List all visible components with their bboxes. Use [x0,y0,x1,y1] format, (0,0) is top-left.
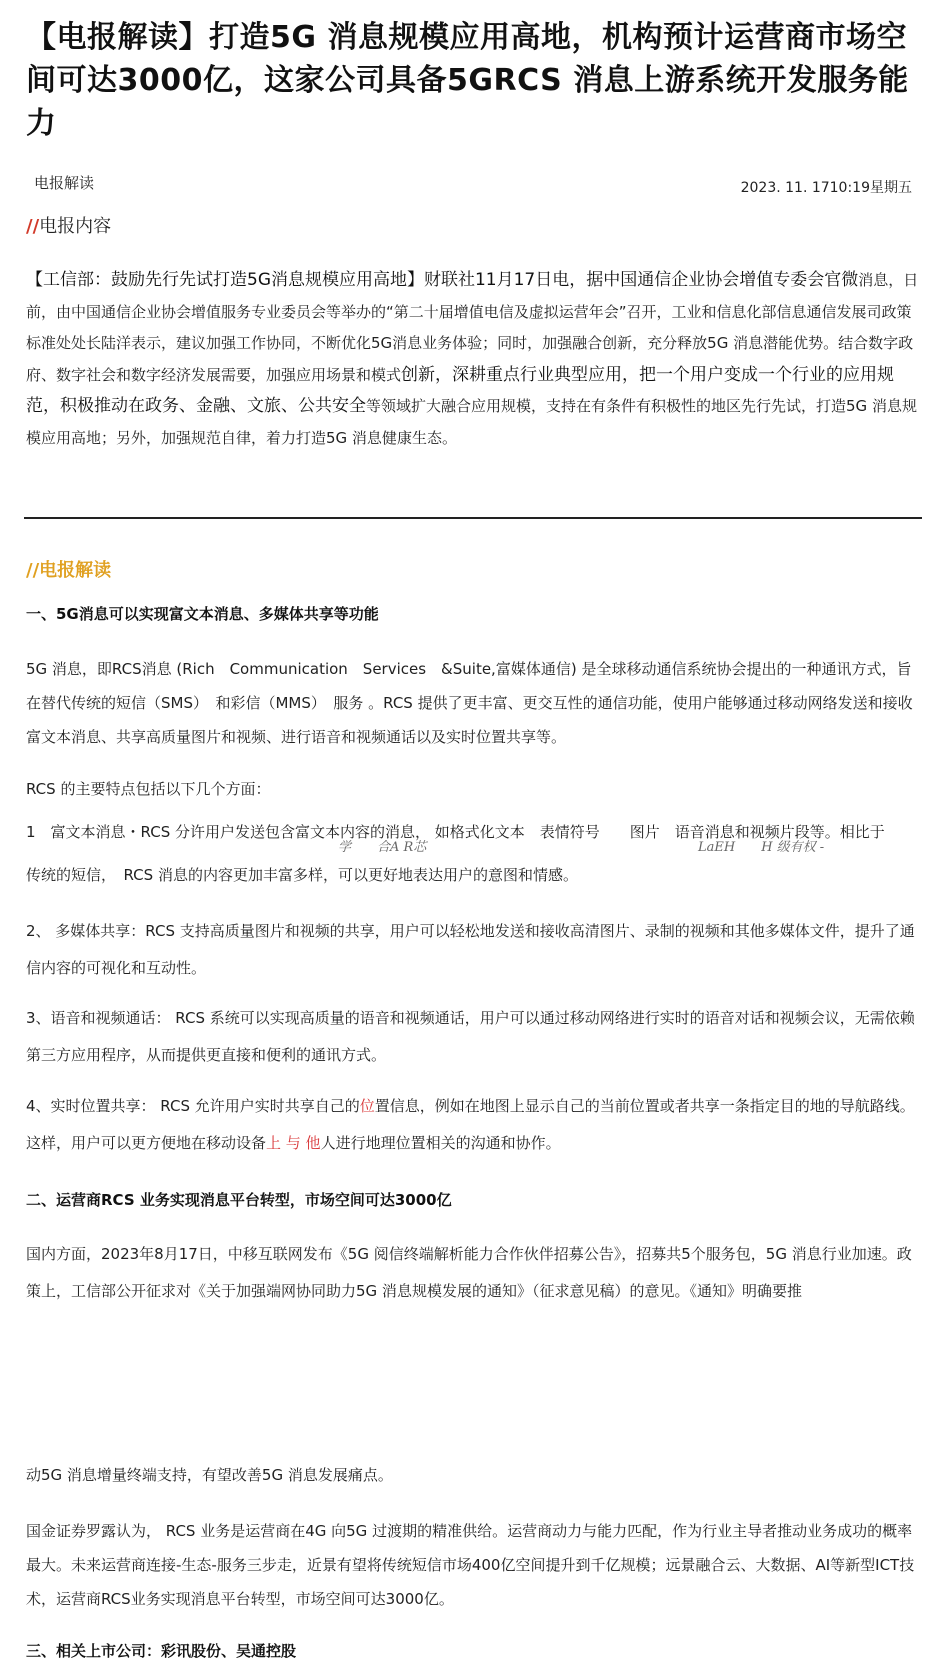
slash-mark: // [26,560,40,581]
item4-red-mark-1: 位 [359,1097,375,1115]
feature-item-2: 2、 多媒体共享：RCS 支持高质量图片和视频的共享，用户可以轻松地发送和接收高清图片、录制的视频和其他多媒体文件，提升了通信内容的可视化和互动性。 [26,922,915,977]
part2-paragraph-1-continued: 动5G 消息增量终端支持，有望改善5G 消息发展痛点。 [26,1466,393,1484]
item4-text-b: 置信息，例如在地图上显示自己的当前位置或者共享一条指定目的地的导航路线。这样，用户可以更方便地在移动设备 [26,1097,915,1152]
feature-item-1-line-1: 1 富文本消息・RCS 分许用户发送包含富文本内容的消息， 如格式化文本 表情符号 图片 语音消息和视频片段等。相比于 [26,823,885,841]
item4-red-mark-2: 上 与 他 [266,1134,321,1152]
news-body [26,265,920,454]
part1-intro: 5G 消息，即RCS消息 (Rich Communication Services &Suite,富媒体通信) 是全球移动通信系统协会提出的一种通讯方式，旨在替代传统的短信（SMS） 和彩信（MMS） 服务 。RCS 提供了更丰富、更交互性的通信功能，使用户能够通过移动网络发送和接收富文本消息、共享高质量图片和视频、进行语音和视频通话以及实时位置共享等。 [26,660,913,746]
feature-item-1-line-2: 传统的短信， RCS 消息的内容更加丰富多样，可以更好地表达用户的意图和情感。 [26,866,578,884]
analysis-section-heading [26,556,111,582]
article-title: 【电报解读】打造5G 消息规模应用高地，机构预计运营商市场空间可达3000亿，这家公司具备5GRCS 消息上游系统开发服务能力 [26,20,909,141]
news-section-heading [26,212,111,238]
section-divider [24,517,922,519]
faint-overlay-text-b: LaEH H 级有权 - [698,840,825,855]
article-datetime: 2023. 11. 1710:19星期五 [740,180,912,196]
part1-heading: 一、5G消息可以实现富文本消息、多媒体共享等功能 [26,605,379,623]
feature-item-3: 3、语音和视频通话： RCS 系统可以实现高质量的语音和视频通话，用户可以通过移动网络进行实时的语音对话和视频会议，无需依赖第三方应用程序，从而提供更直接和便利的通讯方式。 [26,1009,915,1064]
part2-heading: 二、运营商RCS 业务实现消息平台转型，市场空间可达3000亿 [26,1191,452,1209]
part2-paragraph-2: 国金证券罗露认为， RCS 业务是运营商在4G 向5G 过渡期的精准供给。运营商动力与能力匹配，作为行业主导者推动业务成功的概率最大。未来运营商连接-生态-服务三步走，近景有望将传统短信市场400亿空间提升到千亿规模；远景融合云、大数据、AI等新型ICT技术，运营商RCS业务实现消息平台转型，市场空间可达3000亿。 [26,1522,915,1608]
item4-text-a: 4、实时位置共享： RCS 允许用户实时共享自己的 [26,1097,360,1115]
news-text-2: 等领域扩大融合应用规模，支持在有条件有积极性的地区先行先试，打造5G 消息规模应用高地；另外，加强规范自律，着力打造5G 消息健康生态。 [26,397,917,447]
part2-paragraph-1: 国内方面，2023年8月17日，中移互联网发布《5G 阅信终端解析能力合作伙伴招募公告》，招募共5个服务包，5G 消息行业加速。政策上，工信部公开征求对《关于加强端网协同助力5G 消息规模发展的通知》（征求意见稿）的意见。《通知》明确要推 [26,1245,912,1300]
news-lead: 【工信部：鼓励先行先试打造5G消息规模应用高地】财联社11月17日电，据中国通信企业协会增值专委会官微 [26,270,859,290]
news-text-emphasis: 创新，深耕重点行业典型应用，把一个用户变成一个行业的应用规范，积极推动在政务、金融、文旅、公共安全 [26,364,895,416]
slash-mark: // [26,216,40,237]
item4-text-c: 人进行地理位置相关的沟通和协作。 [320,1134,561,1152]
news-section-label: 电报内容 [39,216,112,237]
article-source: 电报解读 [34,174,95,192]
analysis-section-label: 电报解读 [39,560,112,581]
part1-features-lead: RCS 的主要特点包括以下几个方面： [26,780,271,798]
feature-item-4 [26,1088,920,1162]
news-text-1: 消息，日前，由中国通信企业协会增值服务专业委员会等举办的“第二十届增值电信及虚拟运营年会”召开，工业和信息化部信息通信发展司政策标准处处长陆洋表示，建议加强工作协同，不断优化5G消息业务体验；同时，加强融合创新，充分释放5G 消息潜能优势。结合数字政府、数字社会和数字经济发展需要，加强应用场景和模式 [26,271,919,384]
part3-heading: 三、相关上市公司：彩讯股份、吴通控股 [26,1642,297,1660]
faint-overlay-text-a: 学 合A R芯 [338,840,427,855]
